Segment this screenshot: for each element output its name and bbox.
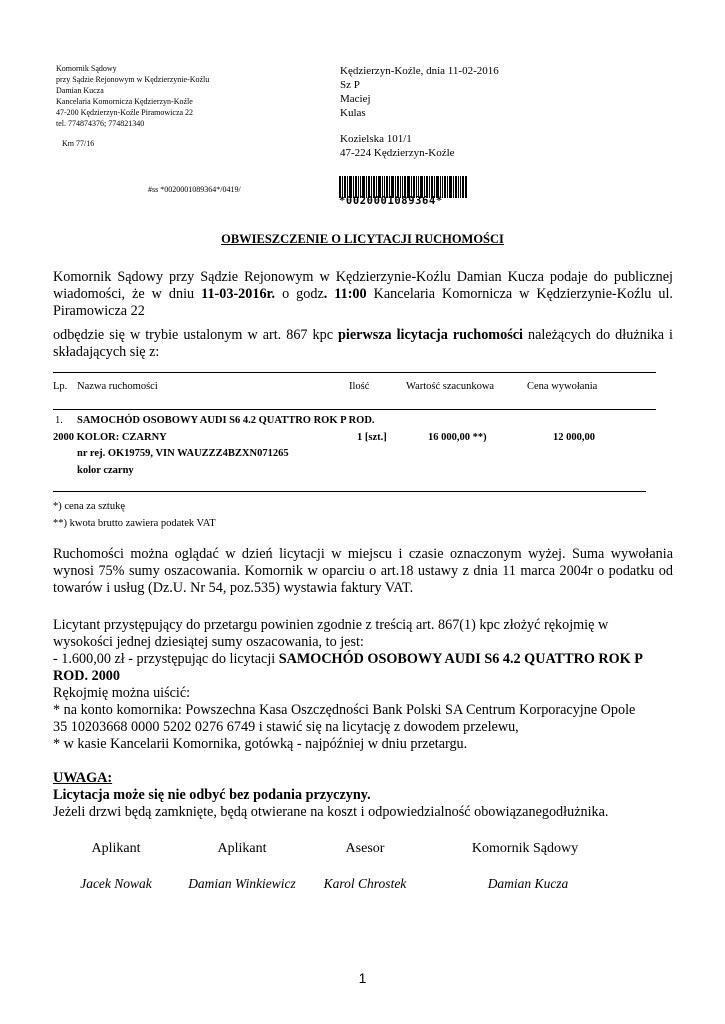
row-price: 12 000,00 bbox=[553, 432, 595, 443]
sender-block bbox=[56, 63, 209, 129]
warning-block bbox=[53, 770, 678, 821]
sender-line: Kancelaria Komornicza Kędzierzyn-Koźle bbox=[56, 97, 193, 106]
page-number: 1 bbox=[358, 970, 367, 986]
intro-paragraph bbox=[53, 269, 673, 320]
auction-type: pierwsza licytacja ruchomości bbox=[338, 327, 523, 343]
note-price-per-unit: *) cena za sztukę bbox=[53, 501, 125, 512]
sender-line: przy Sądzie Rejonowym w Kędzierzynie-Koźlu bbox=[56, 75, 210, 84]
col-header-price: Cena wywołania bbox=[527, 381, 598, 392]
col-header-lp: Lp. bbox=[53, 381, 68, 392]
sender-line: 47-200 Kędzierzyn-Koźle Piramowicza 22 bbox=[56, 108, 194, 117]
barcode bbox=[339, 176, 467, 208]
recipient-name-1: Sz P bbox=[340, 79, 360, 91]
case-number: Km 77/16 bbox=[62, 139, 95, 148]
deposit-line: * w kasie Kancelarii Komornika, gotówką - najpóźniej w dniu przetargu. bbox=[53, 736, 468, 752]
deposit-line: ROD. 2000 bbox=[53, 668, 120, 684]
warning-heading: UWAGA: bbox=[53, 770, 113, 786]
row-value: 16 000,00 **) bbox=[428, 432, 487, 443]
signature-role-4: Komornik Sądowy bbox=[471, 841, 579, 856]
reference-number: #ss *0020001089364*/0419/ bbox=[148, 185, 241, 194]
intro-text-4: odbędzie się w trybie ustalonym w art. 867 kpc bbox=[53, 327, 339, 343]
signature-name-3: Karol Chrostek bbox=[323, 876, 407, 891]
sender-line: Damian Kucza bbox=[56, 86, 104, 95]
row-name-line2: 2000 KOLOR: CZARNY bbox=[53, 432, 167, 443]
document-title: OBWIESZCZENIE O LICYTACJI RUCHOMOŚCI bbox=[221, 232, 504, 246]
deposit-line: Rękojmię można uiścić: bbox=[53, 685, 191, 701]
barcode-text: *0020001089364* bbox=[339, 195, 443, 207]
recipient-name-2: Maciej bbox=[340, 93, 371, 105]
signature-role-1: Aplikant bbox=[91, 841, 141, 856]
row-qty: 1 [szt.] bbox=[357, 432, 387, 443]
intro-paragraph-2 bbox=[53, 327, 673, 361]
recipient-city: 47-224 Kędzierzyn-Koźle bbox=[340, 147, 455, 159]
deposit-line: wysokości jednej dziesiątej sumy oszacowania, to jest: bbox=[53, 634, 364, 650]
intro-text-2: o godz bbox=[275, 286, 324, 302]
col-header-qty: Ilość bbox=[349, 381, 370, 392]
recipient-street: Kozielska 101/1 bbox=[340, 133, 412, 145]
auction-time: . 11:00 bbox=[323, 286, 367, 302]
signature-name-4: Damian Kucza bbox=[487, 876, 569, 891]
deposit-amount: - 1.600,00 zł - przystępując do licytacji bbox=[53, 651, 279, 667]
col-header-value: Wartość szacunkowa bbox=[406, 381, 495, 392]
intro-text-5: należących do dłużnika i składających się z: bbox=[53, 327, 673, 360]
note-vat: **) kwota brutto zawiera podatek VAT bbox=[53, 518, 216, 529]
row-name-line1: SAMOCHÓD OSOBOWY AUDI S6 4.2 QUATTRO ROK P ROD. bbox=[77, 415, 375, 426]
deposit-item: SAMOCHÓD OSOBOWY AUDI S6 4.2 QUATTRO ROK P bbox=[278, 651, 643, 667]
row-color: kolor czarny bbox=[77, 465, 134, 476]
signature-name-1: Jacek Nowak bbox=[80, 876, 152, 891]
signature-name-2: Damian Winkiewicz bbox=[188, 876, 296, 891]
col-header-name: Nazwa ruchomości bbox=[77, 381, 158, 392]
deposit-line: * na konto komornika: Powszechna Kasa Oszczędności Bank Polski SA Centrum Korporacyjne Opole bbox=[53, 702, 636, 718]
warning-line-1: Licytacja może się nie odbyć bez podania przyczyny. bbox=[53, 787, 371, 803]
intro-text-3: Kancelaria Komornicza w Kędzierzynie-Koźlu ul. Piramowicza 22 bbox=[53, 286, 673, 319]
viewing-paragraph: Ruchomości można oglądać w dzień licytacji w miejscu i czasie oznaczonym wyżej. Suma wywołania wynosi 75% sumy oszacowania. Komornik w oparciu o art.18 ustawy z dnia 11 marca 2004r o podatku od towarów i usług (Dz.U. Nr 54, poz.535) wystawia faktury VAT. bbox=[53, 546, 673, 596]
recipient-block bbox=[340, 64, 499, 160]
sender-line: tel. 774874376; 774821340 bbox=[56, 119, 145, 128]
deposit-line bbox=[53, 651, 678, 668]
table-top-rule bbox=[53, 372, 656, 373]
bank-account: 35 10203668 0000 5202 0276 6749 i stawić się na licytację z dowodem przelewu, bbox=[53, 719, 519, 735]
signature-role-3: Asesor bbox=[345, 841, 385, 856]
row-lp: 1. bbox=[55, 415, 63, 426]
signature-role-2: Aplikant bbox=[217, 841, 267, 856]
table-bottom-rule bbox=[53, 491, 646, 492]
recipient-name-3: Kulas bbox=[340, 107, 366, 119]
intro-text-1: Komornik Sądowy przy Sądzie Rejonowym w Kędzierzynie-Koźlu Damian Kucza podaje do publicznej wiadomości, że w dniu bbox=[53, 269, 673, 302]
row-registration: nr rej. OK19759, VIN WAUZZZ4BZXN071265 bbox=[77, 448, 289, 459]
date-line: Kędzierzyn-Koźle, dnia 11-02-2016 bbox=[340, 65, 499, 77]
deposit-paragraph bbox=[53, 617, 678, 753]
sender-line: Komornik Sądowy bbox=[56, 64, 117, 73]
table-header-rule bbox=[53, 409, 656, 410]
auction-date: 11-03-2016r. bbox=[201, 286, 276, 302]
deposit-line: Licytant przystępujący do przetargu powinien zgodnie z treścią art. 867(1) kpc złożyć rękojmię w bbox=[53, 617, 609, 633]
warning-line-2: Jeżeli drzwi będą zamknięte, będą otwierane na koszt i odpowiedzialność obowiązanegodłużnika. bbox=[53, 804, 609, 820]
